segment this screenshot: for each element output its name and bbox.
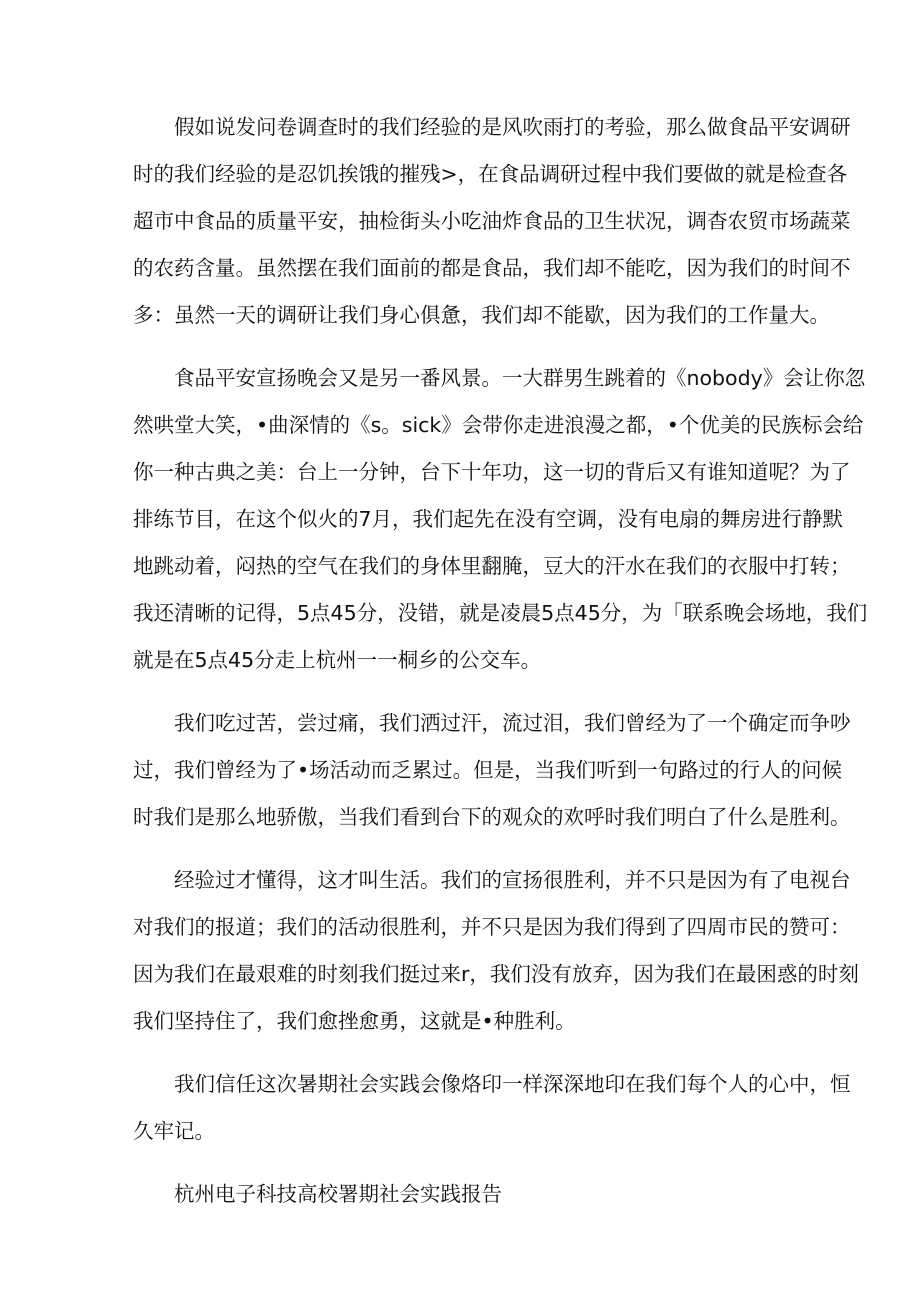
- text-line: 食品平安宣扬晚会又是另一番风景。一大群男生跳着的《nobody》会让你忽: [174, 366, 866, 390]
- paragraph: [133, 1171, 801, 1218]
- text-line: 时的我们经验的是忍饥挨饿的摧残>，在食品调研过程中我们要做的就是检查各: [133, 162, 848, 186]
- text-line: 超市中食品的质量平安，抽检街头小吃油炸食品的卫生状况，调杳农贸市场蔬菜: [133, 209, 851, 233]
- text-line: 我们信任这次暑期社会实践会像烙印一样深深地印在我们每个人的心中，恒: [174, 1072, 851, 1096]
- text-line: 假如说发问卷调查时的我们经验的是风吹雨打的考验，那么做食品平安调研: [174, 115, 851, 139]
- text-line: 多：虽然一天的调研让我们身心俱惫，我们却不能歇，因为我们的工作量大。: [133, 303, 830, 327]
- paragraph: [133, 700, 851, 841]
- document-page: [133, 104, 868, 1234]
- paragraph: [133, 104, 851, 339]
- text-line: 因为我们在最艰难的时刻我们挺过来r，我们没有放弃，因为我们在最困惑的时刻: [133, 962, 859, 986]
- text-line: 久牢记。: [133, 1119, 215, 1143]
- paragraph: [133, 1061, 851, 1155]
- text-line: 地跳动着，闷热的空气在我们的身体里翻腌，豆大的汗水在我们的衣服中打转；: [133, 554, 851, 578]
- text-line: 你一种古典之美：台上一分钟，台下十年功，这一切的背后又有谁知道呢？为了: [133, 460, 851, 484]
- paragraph: [133, 355, 868, 684]
- text-line: 我们吃过苦，尝过痛，我们洒过汗，流过泪，我们曾经为了一个确定而争吵: [174, 711, 851, 735]
- text-line: 经验过才懂得，这才叫生活。我们的宣扬很胜利，并不只是因为有了电视台: [174, 868, 851, 892]
- paragraph: [133, 857, 859, 1045]
- text-line: 杭州电子科技高校署期社会实践报告: [174, 1182, 502, 1206]
- text-line: 就是在5点45分走上杭州一一桐乡的公交车。: [133, 648, 542, 672]
- text-line: 的农药含量。虽然摆在我们面前的都是食品，我们却不能吃，因为我们的时间不: [133, 256, 851, 280]
- text-line: 排练节目，在这个似火的7月，我们起先在没有空调，没有电扇的舞房进行静默: [133, 507, 844, 531]
- text-line: 然哄堂大笑，•曲深情的《s。sick》会带你走进浪漫之都，•个优美的民族标会给: [133, 413, 864, 437]
- text-line: 对我们的报道；我们的活动很胜利，并不只是因为我们得到了四周市民的赞可：: [133, 915, 851, 939]
- text-line: 我们坚持住了，我们愈挫愈勇，这就是•种胜利。: [133, 1009, 576, 1033]
- text-line: 过，我们曾经为了•场活动而乏累过。但是，当我们听到一句路过的行人的问候: [133, 758, 843, 782]
- text-line: 时我们是那么地骄傲，当我们看到台下的观众的欢呼时我们明白了什么是胜利。: [133, 805, 851, 829]
- text-line: 我还清晰的记得，5点45分，没错，就是凌晨5点45分，为「联系晚会场地，我们: [133, 601, 868, 625]
